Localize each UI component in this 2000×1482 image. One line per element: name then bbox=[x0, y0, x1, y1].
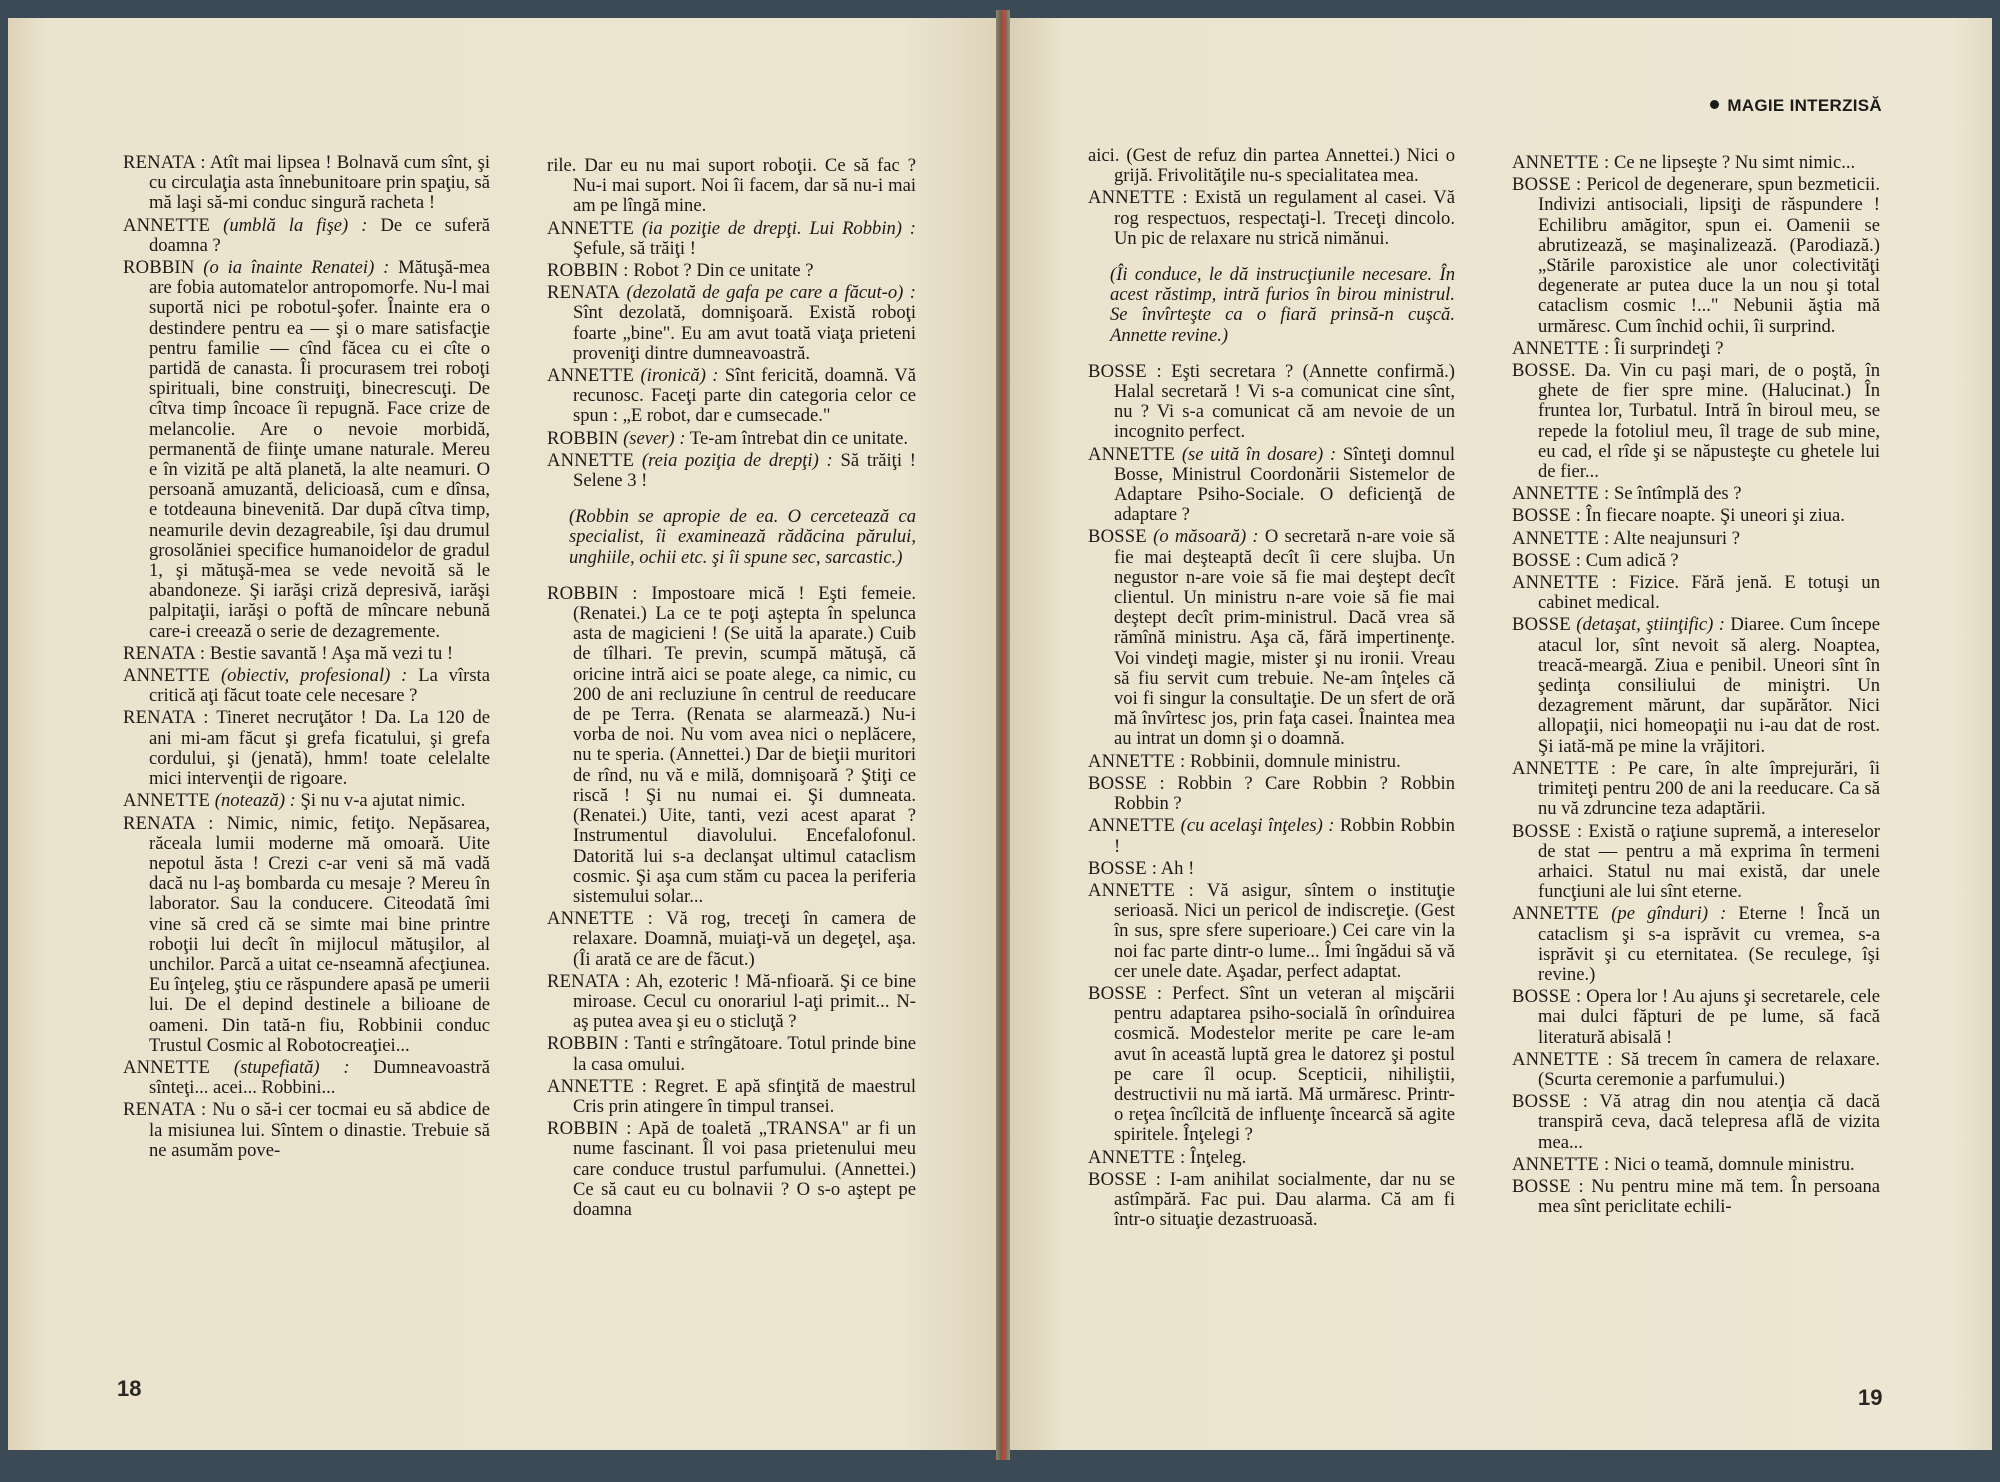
speaker-name: ANNETTE bbox=[123, 665, 211, 687]
line-text: La vîrsta critică aţi făcut toate cele necesare ? bbox=[149, 665, 490, 707]
line-text: Nu o să-i cer tocmai eu să abdice de la misiunea lui. Sîntem o dinastie. Trebuie să ne asumăm pove- bbox=[149, 1099, 490, 1161]
dialogue-line bbox=[123, 644, 490, 664]
dialogue-line bbox=[1088, 445, 1455, 526]
stage-note: (pe gînduri) : bbox=[1611, 903, 1727, 925]
running-title: MAGIE INTERZISĂ bbox=[1727, 96, 1882, 115]
dialogue-line bbox=[1512, 339, 1880, 359]
line-text: Se întîmplă des ? bbox=[1614, 483, 1742, 505]
dialogue-line bbox=[1088, 881, 1455, 982]
stage-note: (se uită în dosare) : bbox=[1181, 443, 1337, 465]
speaker-name: BOSSE : bbox=[1088, 772, 1165, 794]
speaker-name: ANNETTE : bbox=[547, 1075, 648, 1097]
line-text: rile. Dar eu nu mai suport roboţii. Ce să fac ? Nu-i mai suport. Noi îi facem, dar să nu-i mai am pe lîngă mine. bbox=[547, 155, 916, 217]
speaker-name: ANNETTE : bbox=[1512, 572, 1617, 594]
speaker-name: ANNETTE : bbox=[1088, 879, 1194, 901]
bullet-icon bbox=[1710, 100, 1719, 109]
line-text: Sînt fericită, doamnă. Vă recunosc. Faceţi parte din categoria celor ce spun : „E robot, dar e cumsecade." bbox=[573, 365, 916, 427]
line-text: Sînteţi domnul Bosse, Ministrul Coordonării Sistemelor de Adaptare Psiho-Sociale. O deficienţă de adaptare ? bbox=[1114, 443, 1455, 526]
speaker-name: ANNETTE bbox=[547, 449, 635, 471]
line-text: Vă rog, treceţi în camera de relaxare. Doamnă, muiaţi-vă un degeţel, aşa. (Îi arată ce are de făcut.) bbox=[573, 908, 917, 970]
line-text: Există un regulament al casei. Vă rog respectuos, respectaţi-l. Treceţi dincolo. Un pic de relaxare nu strică nimănui. bbox=[1114, 187, 1455, 249]
dialogue-line bbox=[547, 283, 916, 364]
line-text: Vă asigur, sîntem o instituţie serioasă. Nici un pericol de indiscreţie. (Gest în sus, spre sfere superioare.) Cei care vin la noi fac parte dintr-o lume... Îmi îngădui să vă cer unele date. Aşadar, perfect adaptat. bbox=[1114, 879, 1456, 982]
speaker-name: ROBBIN bbox=[123, 257, 195, 279]
speaker-name: RENATA : bbox=[123, 152, 206, 173]
dialogue-line bbox=[547, 261, 916, 281]
line-text: aici. (Gest de refuz din partea Annettei.) Nici o grijă. Frivolităţile nu-s specialitatea mea. bbox=[1088, 145, 1455, 187]
line-text: Ah, ezoteric ! Mă-nfioară. Şi ce bine miroase. Cecul cu onorariul l-aţi primit... N-aş putea avea şi eu o sticluţă ? bbox=[573, 970, 917, 1033]
stage-note: (sever) : bbox=[623, 427, 686, 449]
stage-note: (reia poziţia de drepţi) : bbox=[641, 449, 833, 471]
stage-note: (o ia înainte Renatei) : bbox=[203, 257, 390, 279]
dialogue-line bbox=[123, 814, 490, 1056]
dialogue-line bbox=[1512, 1050, 1880, 1090]
line-text: Vă atrag din nou atenţia că dacă transpiră ceva, dacă telepresa află de vizita mea... bbox=[1538, 1091, 1881, 1153]
line-text: Există o raţiune supremă, a intereselor de stat — pentru a mă exprima în termeni arhaici. Statul nu mai există, dar unele funcţiuni ale lui sînt eterne. bbox=[1538, 820, 1880, 903]
dialogue-line bbox=[1512, 904, 1880, 985]
line-text: Fizice. Fără jenă. E totuşi un cabinet medical. bbox=[1538, 572, 1880, 614]
dialogue-line bbox=[1088, 984, 1455, 1146]
dialogue-line bbox=[123, 216, 490, 256]
line-text: Să trăiţi ! Selene 3 ! bbox=[573, 449, 916, 492]
column-4 bbox=[1512, 153, 1880, 1219]
line-text: Înţeleg. bbox=[1190, 1146, 1247, 1168]
speaker-name: ANNETTE : bbox=[1512, 1048, 1613, 1070]
speaker-name: ANNETTE : bbox=[1512, 337, 1610, 359]
page-number-left: 18 bbox=[117, 1376, 142, 1401]
line-text: Ah ! bbox=[1160, 857, 1195, 879]
dialogue-line bbox=[1088, 527, 1455, 749]
line-text: Ce ne lipseşte ? Nu simt nimic... bbox=[1614, 152, 1856, 173]
speaker-name: ANNETTE : bbox=[1088, 1146, 1186, 1168]
dialogue-line bbox=[123, 666, 490, 706]
speaker-name: BOSSE bbox=[1088, 526, 1147, 548]
stage-text: (Robbin se apropie de ea. O cercetează ca specialist, îi examinează rădăcina părului, unghiile, ochii etc. şi îi spune sec, sarcastic.) bbox=[569, 506, 916, 568]
speaker-name: RENATA bbox=[547, 282, 621, 304]
stage-text: (Îi conduce, le dă instrucţiunile necesare. În acest răstimp, intră furios în birou ministrul. Se învîrteşte ca o fiară prinsă-n cuşcă. Annette revine.) bbox=[1110, 264, 1455, 346]
dialogue-line bbox=[1512, 506, 1880, 526]
stage-direction bbox=[1110, 265, 1455, 346]
dialogue-line bbox=[123, 1100, 490, 1161]
speaker-name: ANNETTE : bbox=[1512, 757, 1617, 779]
dialogue-line bbox=[547, 429, 916, 449]
stage-note: (umblă la fişe) : bbox=[223, 214, 368, 236]
speaker-name: ANNETTE bbox=[547, 217, 635, 239]
dialogue-line bbox=[547, 972, 916, 1033]
speaker-name: BOSSE : bbox=[1512, 549, 1582, 571]
line-text: Cum adică ? bbox=[1585, 549, 1679, 571]
speaker-name: ROBBIN : bbox=[547, 260, 629, 282]
stage-note: (o măsoară) : bbox=[1153, 526, 1259, 548]
dialogue-line bbox=[1088, 774, 1455, 814]
line-text: Alte neajunsuri ? bbox=[1612, 527, 1740, 549]
dialogue-line bbox=[1512, 1092, 1880, 1153]
speaker-name: ANNETTE bbox=[547, 365, 635, 387]
line-text: Mătuşă-mea are fobia automatelor antropomorfe. Nu-l mai suportă nici pe robotul-şofer. Înainte era o destindere pentru ea — şi o mare satisfacţie pentru familie — cînd făcea cu ei cîte o partidă de canasta. Îi procurasem trei roboţi spirituali, bine construiţi, binecrescuţi. De cîtva timp încoace îi repugnă. Face crize de melancolie. Are o nevoie morbidă, permanentă de fiinţe umane naturale. Mereu e în vizită pe altă planetă, la alte neamuri. O persoană amuzantă, delicioasă, cum e dînsa, e totdeauna binevenită. Dar după cîtva timp, neamurile devin dezagreabile, îşi dau drumul grosolăniei specifice humanoidelor de gradul 1, şi mătuşă-mea se vede nevoită să le abandoneze. Şi iarăşi criză depresivă, iarăşi palpitaţii, iarăşi o poftă de mîncare nebună care-i creează o serie de dezagremente. bbox=[149, 257, 490, 642]
dialogue-line bbox=[1512, 1155, 1880, 1175]
line-text: Dumneavoastră sînteţi... acei... Robbini... bbox=[149, 1056, 490, 1099]
line-text: Tineret necruţător ! Da. La 120 de ani mi-am făcut şi grefa ficatului, şi grefa cordului, şi (jenată), hmm! toate celelalte mici intervenţii de rigoare. bbox=[149, 707, 490, 790]
line-text: Apă de toaletă „TRANSA" ar fi un nume fascinant. Îl voi pasa prietenului meu care conduce trustul parfumului. (Annettei.) Ce să caut eu cu bolnavii ? O s-o aştept pe doamna bbox=[573, 1118, 916, 1220]
dialogue-line bbox=[547, 909, 916, 970]
speaker-name: ANNETTE bbox=[123, 790, 211, 812]
speaker-name: ANNETTE : bbox=[1088, 750, 1186, 772]
dialogue-line bbox=[1512, 153, 1880, 173]
dialogue-line bbox=[1512, 175, 1880, 337]
speaker-name: ROBBIN : bbox=[547, 1033, 630, 1055]
line-text: Eterne ! Încă un cataclism şi s-a isprăvit cu vremea, s-a isprăvit şi cu eternitatea. (Se reculege, îşi revine.) bbox=[1538, 903, 1881, 985]
binding-thread bbox=[1002, 10, 1005, 1460]
dialogue-line bbox=[1512, 987, 1880, 1048]
line-text: Nimic, nimic, fetiţo. Nepăsarea, răceala lumii moderne mă omoară. Uite nepotul ăsta ! Crezi c-ar veni să mă vadă dacă nu l-aş bombarda cu mesaje ? Mereu în laborator. Sau la conducere. Citeodată îmi vine să cred că se simte mai bine printre roboţii lui decît în mijlocul mătuşilor, al unchilor. Parcă a uitat ce-nseamnă afecţiunea. Eu înţeleg, ştiu ce răspundere apasă pe umerii lui. De el depind destinele a bilioane de oameni. Din tată-n fiu, Robbinii conduc Trustul Cosmic al Robotocreaţiei... bbox=[149, 812, 490, 1056]
dialogue-line bbox=[1512, 573, 1880, 613]
line-text: Nu pentru mine mă tem. În persoana mea sînt periclitate echili- bbox=[1538, 1175, 1880, 1218]
speaker-name: RENATA : bbox=[547, 970, 631, 992]
line-text: Robbinii, domnule ministru. bbox=[1190, 750, 1401, 772]
line-text: Impostoare mică ! Eşti femeie. (Renatei.) La ce te poţi aştepta în spelunca asta de magicieni ! (Se uită la aparate.) Cuib de tîlhari. Te previn, scumpă mătuşă, că oricine intră aici se poate alege, ca nimic, cu 200 de ani recluziune în centrul de reeducare de pe Terra. (Renata se alarmează.) Nu-i vorba de noi. Nu vom avea nici o neplăcere, nu te speria. (Annettei.) Dar de bieţii muritori de rînd, nu vă e milă, domnişoară ? Ştiţi ce riscă ! Şi nu numai ei. Şi dumneata. (Renatei.) Uite, tanti, vezi acest aparat ? Instrumentul diavolului. Encefalofonul. Datorită lui s-a declanşat ultimul cataclism cosmic. Şi aşa cum stăm cu pacea la periferia sistemului solar... bbox=[573, 582, 916, 907]
speaker-name: RENATA : bbox=[123, 642, 206, 664]
speaker-name: BOSSE : bbox=[1088, 360, 1162, 382]
dialogue-line bbox=[1088, 146, 1455, 186]
speaker-name: ANNETTE bbox=[1088, 443, 1176, 465]
line-text: Opera lor ! Au ajuns şi secretarele, cele mai dulci făpturi de pe lume, să facă literatură abisală ! bbox=[1538, 986, 1880, 1048]
line-text: Tanti e strîngătoare. Totul prinde bine la casa omului. bbox=[573, 1033, 917, 1075]
dialogue-line bbox=[547, 219, 916, 259]
dialogue-line bbox=[123, 1058, 490, 1098]
line-text: O secretară n-are voie să fie mai deşteaptă decît îi cere slujba. Un negustor n-are voie să fie mai deştept decît clientul. Un ministru n-are voie să fie mai deştept decît prim-ministrul. Dacă vrea să rămînă ministru. Aşa că, fără impertinenţe. Voi vindeţi magie, mister şi nu ironii. Vreau să fiu servit cum trebuie. Ne-am înţeles că voi fi singur la consultaţie. De un sfert de oră mă învîrtesc jos, prin faţa casei. Înaintea mea au intrat un domn şi o doamnă. bbox=[1114, 526, 1455, 750]
line-text: Robbin ? Care Robbin ? Robbin Robbin ? bbox=[1114, 772, 1455, 815]
line-text: Şi nu v-a ajutat nimic. bbox=[300, 790, 466, 812]
line-text: Să trecem în camera de relaxare. (Scurta ceremonie a parfumului.) bbox=[1538, 1048, 1880, 1090]
speaker-name: ANNETTE bbox=[123, 1056, 211, 1078]
dialogue-line bbox=[1088, 188, 1455, 249]
dialogue-line bbox=[1088, 1148, 1455, 1168]
dialogue-line bbox=[547, 1119, 916, 1220]
speaker-name: ANNETTE : bbox=[1512, 527, 1610, 549]
speaker-name: BOSSE : bbox=[1512, 1175, 1584, 1197]
dialogue-line bbox=[547, 1034, 916, 1074]
speaker-name: ANNETTE : bbox=[1512, 152, 1610, 173]
line-text: Pericol de degenerare, spun bezmeticii. Indivizi antisociali, lipsiţi de răspundere ! Echilibru amăgitor, spun ei. Oamenii se abrutizează, se maşinalizează. (Parodiază.) „Stările paroxistice ale unor colectivităţi degenerate ar putea duce la un nou şi total cataclism cosmic !..." Nebunii ăştia mă urmăresc. Cum închid ochii, îi surprind. bbox=[1538, 174, 1880, 337]
dialogue-line bbox=[1088, 816, 1455, 856]
speaker-name: BOSSE : bbox=[1512, 986, 1582, 1008]
line-text: Şefule, să trăiţi ! bbox=[573, 237, 696, 259]
column-2 bbox=[547, 156, 916, 1222]
running-header bbox=[1710, 96, 1882, 116]
speaker-name: ANNETTE : bbox=[1088, 187, 1188, 209]
line-text: Eşti secretara ? (Annette confirmă.) Halal secretară ! Vi s-a comunicat cine sînt, nu ? Vi s-a comunicat că am nevoie de un incognito perfect. bbox=[1114, 360, 1455, 443]
stage-note: (ironică) : bbox=[640, 365, 719, 387]
speaker-name: BOSSE : bbox=[1512, 174, 1582, 196]
speaker-name: BOSSE : bbox=[1088, 1168, 1162, 1190]
dialogue-line bbox=[123, 153, 490, 214]
line-text: Robbin Robbin ! bbox=[1114, 815, 1455, 857]
dialogue-line bbox=[1512, 551, 1880, 571]
stage-note: (dezolată de gafa pe care a făcut-o) : bbox=[626, 282, 916, 304]
speaker-name: RENATA : bbox=[123, 1099, 207, 1121]
speaker-name: BOSSE : bbox=[1088, 982, 1163, 1004]
speaker-name: ANNETTE : bbox=[1512, 1153, 1610, 1175]
speaker-name: RENATA : bbox=[123, 812, 214, 834]
dialogue-line bbox=[1088, 1170, 1455, 1231]
speaker-name: ANNETTE bbox=[1512, 903, 1600, 925]
speaker-name: ANNETTE bbox=[123, 214, 211, 236]
stage-note: (obiectiv, profesional) : bbox=[220, 665, 408, 687]
line-text: Îi surprindeţi ? bbox=[1614, 337, 1724, 359]
dialogue-line bbox=[123, 791, 490, 811]
dialogue-line bbox=[1088, 859, 1455, 879]
dialogue-line bbox=[123, 258, 490, 642]
speaker-name: ANNETTE bbox=[1088, 815, 1176, 837]
dialogue-line bbox=[547, 584, 916, 907]
line-text: Sînt dezolată, domnişoară. Există roboţi foarte „bine". Eu am avut toată viaţa prieteni proveniţi dintre dumneavoastră. bbox=[573, 302, 916, 364]
speaker-name: ROBBIN : bbox=[547, 582, 638, 604]
stage-note: (detaşat, ştiinţific) : bbox=[1576, 614, 1725, 636]
dialogue-line bbox=[547, 1077, 916, 1117]
dialogue-line bbox=[1512, 822, 1880, 903]
line-text: Da. Vin cu paşi mari, de o poştă, în ghete de fier spre mine. (Halucinat.) În fruntea lor, Turbatul. Intră în biroul meu, se repede la fotoliul meu, îl trage de sub mine, eu cad, el rîde şi se năpusteşte cu ghetele lui de fier... bbox=[1538, 360, 1880, 483]
line-text: În fiecare noapte. Şi uneori şi ziua. bbox=[1585, 505, 1845, 527]
speaker-name: ANNETTE : bbox=[1512, 483, 1610, 505]
speaker-name: ROBBIN : bbox=[547, 1118, 632, 1140]
line-text: Te-am întrebat din ce unitate. bbox=[689, 427, 909, 449]
column-1 bbox=[123, 153, 490, 1163]
dialogue-line bbox=[123, 708, 490, 789]
line-text: Robot ? Din ce unitate ? bbox=[633, 260, 814, 282]
line-text: Perfect. Sînt un veteran al mişcării pentru adaptarea psiho-socială în orînduirea cosmică. Modestelor merite pe care le-am avut în această luptă grea le datorez şi postul pe care îl ocup. Scepticii, nihiliştii, destructivii nu mă iartă. Mă urmăresc. Printr-o reţea încîlcită de influenţe încearcă să agite spiritele. Înţelegi ? bbox=[1114, 982, 1455, 1146]
dialogue-line bbox=[1512, 529, 1880, 549]
dialogue-line bbox=[1512, 1177, 1880, 1217]
speaker-name: ANNETTE : bbox=[547, 908, 654, 930]
line-text: De ce suferă doamna ? bbox=[149, 214, 491, 256]
speaker-name: BOSSE : bbox=[1088, 857, 1158, 879]
line-text: Regret. E apă sfinţită de maestrul Cris prin atingere în timpul transei. bbox=[573, 1075, 916, 1117]
speaker-name: RENATA : bbox=[123, 707, 209, 729]
speaker-name: ROBBIN bbox=[547, 427, 619, 449]
line-text: Nici o teamă, domnule ministru. bbox=[1614, 1153, 1855, 1175]
speaker-name: BOSSE : bbox=[1512, 820, 1583, 842]
column-3 bbox=[1088, 146, 1455, 1232]
line-text: I-am anihilat socialmente, dar nu se astîmpără. Fac pui. Dau alarma. Că am fi într-o situaţie dezastruoasă. bbox=[1114, 1168, 1455, 1231]
line-text: Atît mai lipsea ! Bolnavă cum sînt, şi cu circulaţia asta înnebunitoare prin spaţiu, să mă laşi să-mi conduc singură racheta ! bbox=[149, 152, 490, 214]
line-text: Diaree. Cum începe atacul lor, sînt nevoit să alerg. Noaptea, treacă-meargă. Ziua e penibil. Uneori sînt în şedinţa consiliului de miniştri. Un dezagrement mărunt, dar supărător. Nici allopaţii, nici homeopaţii nu i-au dat de rost. Şi iată-mă pe mine la vrăjitori. bbox=[1538, 614, 1880, 757]
dialogue-line bbox=[547, 366, 916, 427]
dialogue-line bbox=[1512, 615, 1880, 756]
speaker-name: BOSSE. bbox=[1512, 360, 1576, 382]
dialogue-line bbox=[547, 451, 916, 491]
page-number-right: 19 bbox=[1858, 1385, 1883, 1410]
speaker-name: BOSSE : bbox=[1512, 1091, 1589, 1113]
dialogue-line bbox=[1088, 362, 1455, 443]
stage-note: (stupefiată) : bbox=[233, 1056, 350, 1078]
speaker-name: BOSSE bbox=[1512, 614, 1571, 636]
dialogue-line bbox=[1512, 484, 1880, 504]
stage-note: (ia poziţie de drepţi. Lui Robbin) : bbox=[641, 217, 917, 239]
dialogue-line bbox=[1088, 752, 1455, 772]
dialogue-line bbox=[1512, 361, 1880, 482]
line-text: Pe care, în alte împrejurări, îi trimiteţi pentru 200 de ani la reeducare. Ca să nu vă zdruncine teza adaptării. bbox=[1538, 757, 1880, 820]
stage-direction bbox=[569, 507, 916, 568]
line-text: Bestie savantă ! Aşa mă vezi tu ! bbox=[209, 642, 454, 664]
speaker-name: BOSSE : bbox=[1512, 505, 1582, 527]
dialogue-line bbox=[1512, 759, 1880, 820]
stage-note: (cu acelaşi înţeles) : bbox=[1180, 815, 1335, 837]
dialogue-line bbox=[547, 156, 916, 217]
stage-note: (notează) : bbox=[214, 790, 296, 812]
